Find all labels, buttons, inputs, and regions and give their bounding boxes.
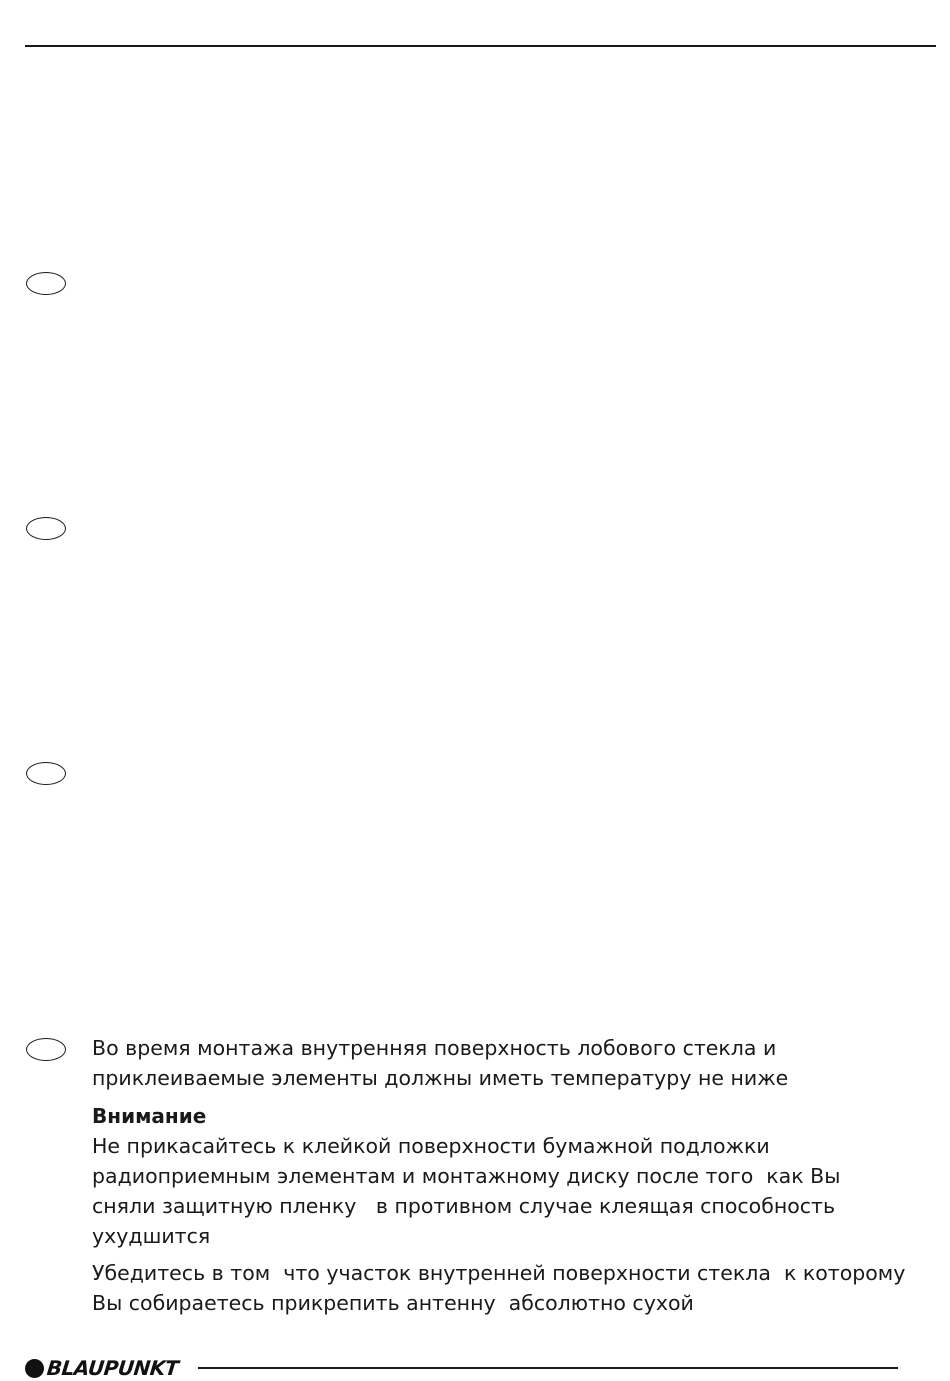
footer-divider xyxy=(198,1367,898,1369)
dry-surface-paragraph: Убедитесь в том что участок внутренней поверхности стекла к которому Вы собираетесь прикрепить антенну абсолютно сухой xyxy=(92,1261,906,1315)
mounting-temperature-paragraph: Во время монтажа внутренняя поверхность лобового стекла и приклеиваемые элементы должны иметь температуру не ниже xyxy=(92,1036,789,1090)
brand-name: BLAUPUNKT xyxy=(45,1356,180,1380)
brand-logo xyxy=(25,1355,178,1381)
top-divider xyxy=(25,45,936,47)
language-marker-oval xyxy=(26,272,66,295)
language-marker-oval xyxy=(26,1038,66,1061)
language-marker-oval xyxy=(26,762,66,785)
warning-heading: Внимание xyxy=(92,1104,207,1128)
warning-paragraph: Не прикасайтесь к клейкой поверхности бумажной подложки радиоприемным элементам и монтажному диску после того как Вы сняли защитную пленку в противном случае клеящая способность ухудшится xyxy=(92,1134,841,1248)
logo-dot-icon xyxy=(25,1359,44,1378)
language-marker-oval xyxy=(26,517,66,540)
